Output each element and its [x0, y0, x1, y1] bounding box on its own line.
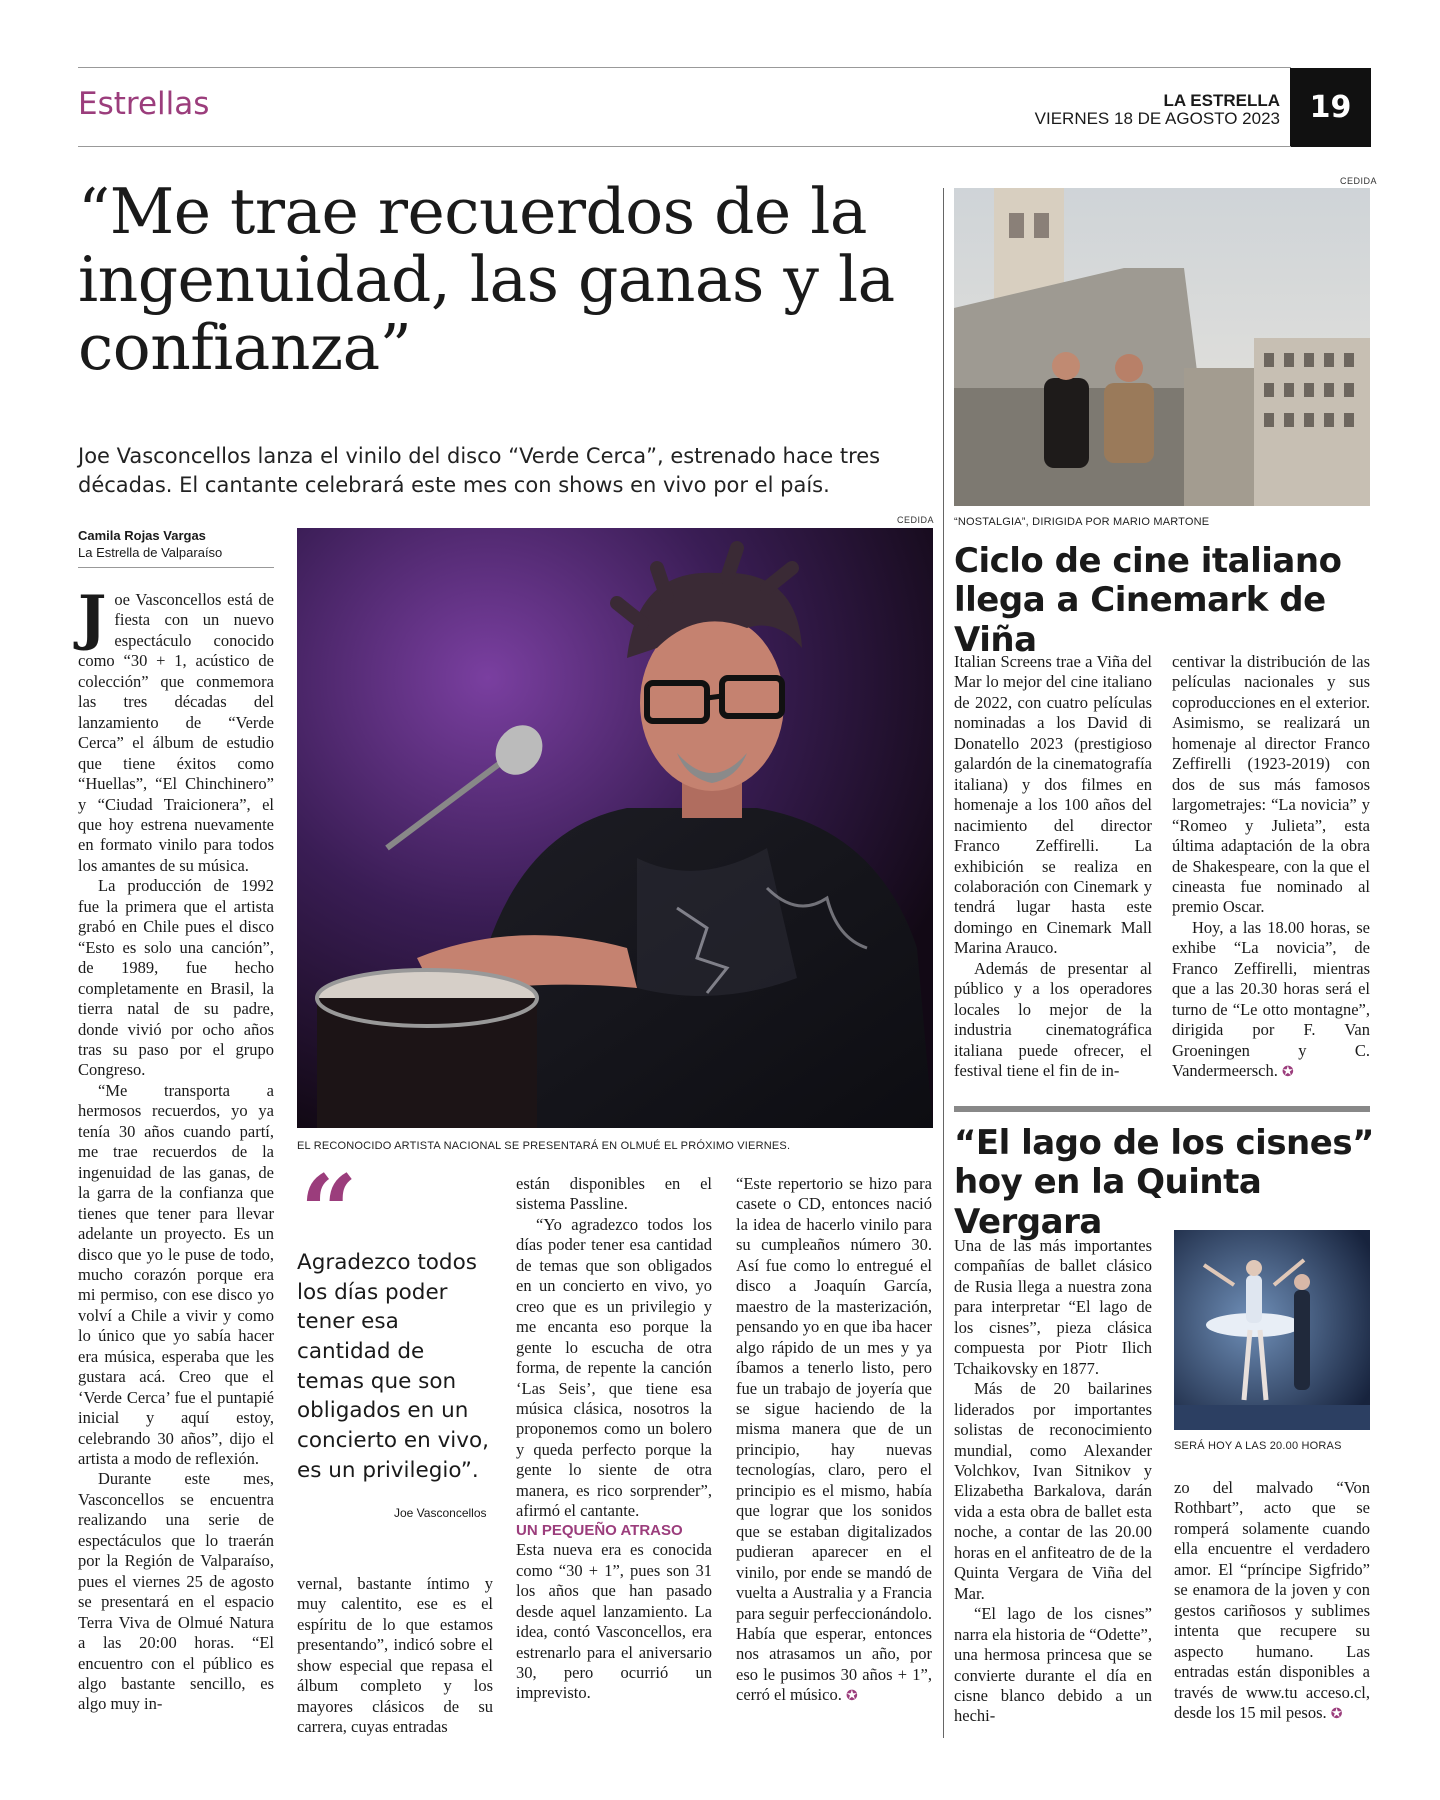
star-end-icon: ✪ [1330, 1706, 1343, 1722]
ballet-title: “El lago de los cisnes” hoy en la Quinta Vergara [954, 1123, 1374, 1242]
main-article-column-2 [297, 1574, 493, 1738]
subhead: UN PEQUEÑO ATRASO [516, 1521, 683, 1539]
paragraph: “Este repertorio se hizo para casete o CD, entonces nació la idea de hacerlo vinilo para su cumpleaños número 30. Así fue como lo entregué el disco a Joaquín García, maestro de la masterización, pensando yo en que iba hacer algo rápido de un mes y ya íbamos a tenerlo listo, pero fue un trabajo de joyería que se sigue haciendo de la misma manera que de un principio, hay nuevas tecnologías, claro, pero el principio es el mismo, había que lograr que los sonidos que se estaban digitalizados pudieran aparecer en el vinilo, por ende se mandó de vuelta a Australia y a Francia para seguir perfeccionándolo. Había que esperar, entonces nos atrasamos un año, por eso le pusimos 30 años + 1”, cerró el músico. [736, 1174, 932, 1705]
ballet-photo [1174, 1230, 1370, 1430]
cinema-title: Ciclo de cine italiano llega a Cinemark de Viña [954, 541, 1342, 660]
cinema-photo-credit: CEDIDA [1340, 176, 1378, 186]
star-end-icon: ✪ [845, 1689, 858, 1705]
paragraph: Más de 20 bailarines liderados por importantes solistas de reconocimiento mundial, como Alexander Volchkov, Ivan Sitnikov y Elizabetha Barkalova, darán vida a esta obra de ballet esta noche, a contar de las 20.00 horas en el anfiteatro de de la Quinta Vergara de Viña del Mar. [954, 1379, 1152, 1603]
author-outlet: La Estrella de Valparaíso [78, 544, 223, 560]
column-divider [943, 188, 944, 1738]
page-number: 19 [1290, 68, 1371, 147]
paragraph: oe Vasconcellos está de fiesta con un nuevo espectáculo conocido como “30 + 1, acústico de colección” que conmemora las tres décadas del lanzamiento de “Verde Cerca” el álbum de estudio que tiene éxitos como “Huellas”, “El Chinchinero” y “Ciudad Traicionera”, el que hoy estrena nuevamente en formato vinilo para todos los amantes de su música. [78, 590, 274, 875]
musician-photo-illustration [297, 528, 933, 1128]
paragraph: Durante este mes, Vasconcellos se encuentra realizando una serie de espectáculos que lo traerán por la Región de Valparaíso, pues el viernes 25 de agosto se presentará en el espacio Terra Viva de Olmué Natura a las 20:00 horas. “El encuentro con el público es algo bastante sencillo, es algo muy in- [78, 1469, 274, 1714]
ballet-column-2 [1174, 1478, 1370, 1723]
main-article-column-4 [736, 1174, 932, 1706]
main-photo-credit: CEDIDA [897, 515, 935, 525]
paragraph: vernal, bastante íntimo y muy calentito, ese es el espíritu de lo que estamos presentando”, indicó sobre el show especial que repasa el álbum completo y los mayores clásicos de su carrera, cuyas entradas [297, 1574, 493, 1737]
paragraph: Una de las más importantes compañías de ballet clásico de Rusia llega a nuestra zona para interpretar “El lago de los cisnes”, pieza clásica compuesta por Piotr Ilich Tchaikovsky en 1877. [954, 1236, 1152, 1378]
dropcap: J [78, 583, 107, 653]
paragraph: “Me transporta a hermosos recuerdos, yo ya tenía 30 años cuando partí, me trae recuerdos de la ingenuidad de las ganas, de la garra de la confianza que tienes que tener para llevar adelante un proyecto. Es un disco que yo le puse de todo, mucho corazón porque era mi permiso, con ese disco yo volví a Chile a vivir y como lo único que yo sabía hacer era música, esperaba que les gustara acá. Creo que el ‘Verde Cerca’ fue el puntapié inicial y aquí estoy, celebrando 30 años”, dijo el artista a modo de reflexión. [78, 1080, 274, 1469]
ballet-photo-caption: SERÁ HOY A LAS 20.00 HORAS [1174, 1440, 1342, 1452]
main-deck: Joe Vasconcellos lanza el vinilo del disco “Verde Cerca”, estrenado hace tres décadas. El cantante celebrará este mes con shows en vivo por el país. [78, 444, 881, 498]
pull-quote: Agradezco todos los días poder tener esa cantidad de temas que son obligados en un concierto en vivo, es un privilegio”. [297, 1250, 489, 1483]
paragraph: Esta nueva era es conocida como “30 + 1”, pues son 31 los años que han pasado desde aquel lanzamiento. La idea, contó Vasconcellos, era estrenarlo para el aniversario 30, pero ocurrió un imprevisto. [516, 1540, 712, 1703]
publication-name: LA ESTRELLA [1163, 91, 1280, 110]
paragraph: “Yo agradezco todos los días poder tener esa cantidad de temas que son obligados en un concierto en vivo, yo creo que es un privilegio y me encanta eso porque la gente lo escucha de otra forma, de repente la canción ‘Las Seis’, que tiene esa música clásica, nosotros la proponemos como un bolero y queda perfecto porque la gente lo siente de otra manera, es rico sorprender”, afirmó el cantante. [516, 1214, 712, 1521]
cinema-photo-caption: “NOSTALGIA”, DIRIGIDA POR MARIO MARTONE [954, 516, 1210, 528]
star-end-icon: ✪ [1281, 1065, 1294, 1081]
main-headline: “Me trae recuerdos de la ingenuidad, las ganas y la confianza” [78, 175, 895, 385]
main-article-column-1 [78, 583, 274, 1715]
paragraph: centivar la distribución de las películas nacionales y sus coproducciones en el exterior. Asimismo, se realizará un homenaje al director Franco Zeffirelli (1923-2019) con dos de sus más famosos largometrajes: “La novicia” y “Romeo y Julieta”, esta última adaptación de la obra de Shakespeare, con la que el cineasta fue nominado al premio Oscar. [1172, 652, 1370, 917]
author-name: Camila Rojas Vargas [78, 528, 206, 543]
ballet-photo-illustration [1174, 1230, 1370, 1430]
cinema-column-2 [1172, 652, 1370, 1082]
paragraph: Italian Screens trae a Viña del Mar lo mejor del cine italiano de 2022, con cuatro películas nominadas a los David di Donatello 2023 (prestigioso galardón de la cinematografía italiana) y dos filmes en homenaje a los 100 años del nacimiento del director Franco Zeffirelli. La exhibición se realiza en colaboración con Cinemark y tendrá lugar hasta este domingo en Cinemark Mall Marina Arauco. [954, 652, 1152, 958]
main-photo-caption: EL RECONOCIDO ARTISTA NACIONAL SE PRESENTARÁ EN OLMUÉ EL PRÓXIMO VIERNES. [297, 1140, 791, 1152]
header-rule [78, 146, 1291, 147]
publication-date: VIERNES 18 DE AGOSTO 2023 [1034, 108, 1280, 128]
main-article-column-3 [516, 1174, 712, 1704]
masthead [1035, 92, 1280, 128]
nostalgia-photo-illustration [954, 188, 1370, 506]
paragraph: Hoy, a las 18.00 horas, se exhibe “La novicia”, de Franco Zeffirelli, mientras que a las 20.30 horas será el turno de “Le otto montagne”, dirigida por F. Van Groeningen y C. Vandermeersch. [1172, 917, 1370, 1081]
quote-mark-icon: “ [300, 1153, 358, 1271]
cinema-photo [954, 188, 1370, 506]
byline [78, 528, 222, 562]
paragraph: zo del malvado “Von Rothbart”, acto que se romperá solamente cuando ella encuentre el verdadero amor. El “príncipe Sigfrido” se enamora de la joven y con gestos cariñosos y sublimes intenta que recupere su aspecto humano. Las entradas están disponibles a través de www.tu acceso.cl, desde los 15 mil pesos. [1174, 1478, 1370, 1722]
pull-quote-author: Joe Vasconcellos [394, 1506, 487, 1520]
paragraph: La producción de 1992 fue la primera que el artista grabó en Chile pues el disco “Esto es solo una canción”, de 1989, fue hecho completamente en Brasil, la tierra natal de su padre, donde vivió por ocho años tras su paso por el grupo Congreso. [78, 876, 274, 1080]
section-divider-bar [954, 1106, 1370, 1112]
paragraph: Además de presentar al público y a los operadores locales lo mejor de la industria cinematográfica italiana puede ofrecer, el festival tiene el fin de in- [954, 958, 1152, 1081]
cinema-column-1 [954, 652, 1152, 1082]
ballet-column-1 [954, 1236, 1152, 1727]
section-name: Estrellas [78, 86, 210, 122]
paragraph: “El lago de los cisnes” narra ela historia de “Odette”, una hermosa princesa que se convierte durante el día en cisne blanco debido a un hechi- [954, 1604, 1152, 1726]
byline-rule [78, 567, 274, 568]
paragraph: están disponibles en el sistema Passline. [516, 1174, 712, 1214]
main-photo [297, 528, 933, 1128]
top-rule [78, 67, 1291, 68]
